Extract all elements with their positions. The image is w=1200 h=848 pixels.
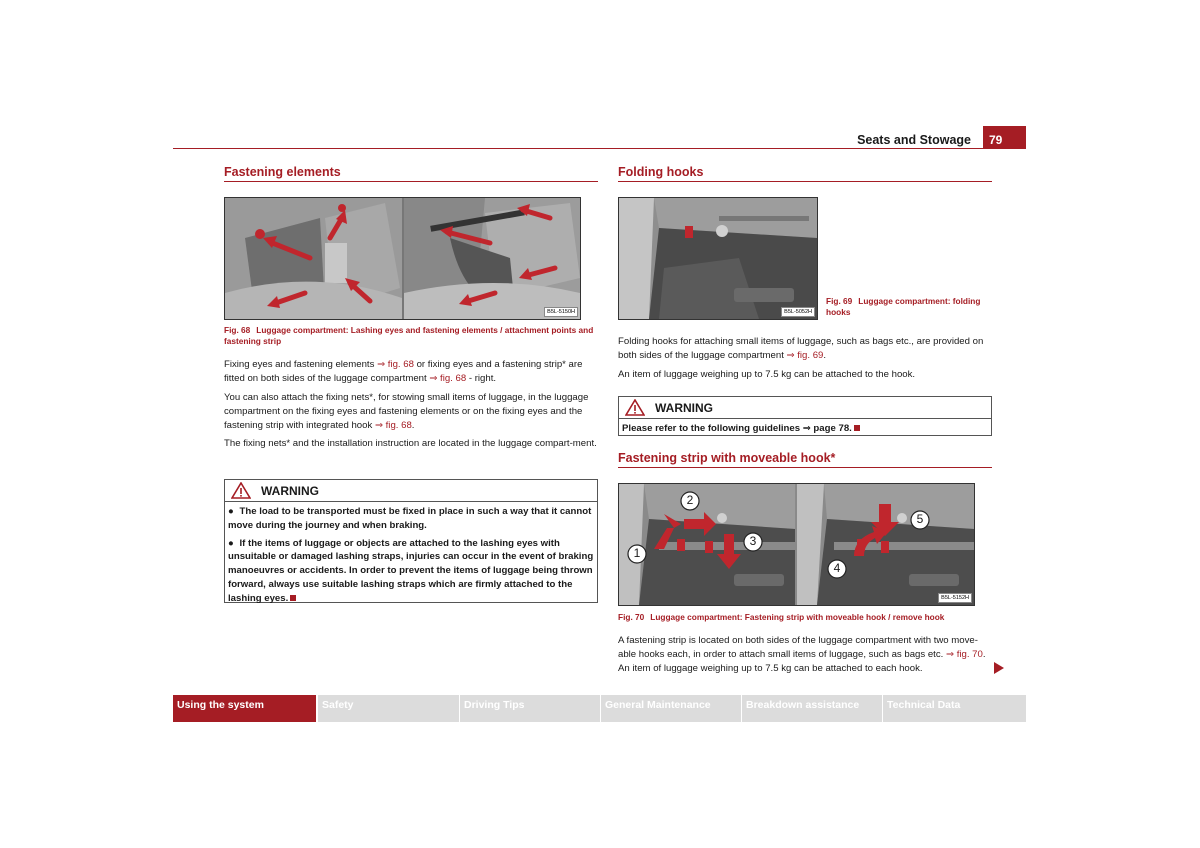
figure-70-callout-3 [743, 532, 763, 552]
nav-tab-general-maintenance[interactable]: General Maintenance [601, 695, 741, 722]
warning-title: WARNING [655, 400, 713, 415]
caption-fig-68-text: Luggage compartment: Lashing eyes and fastening elements / attachment points and fastening strip [224, 325, 594, 346]
warning-title: WARNING [261, 483, 319, 498]
figure-70 [618, 483, 975, 606]
warning-bullet [228, 505, 594, 533]
paragraph-folding-hooks [618, 335, 992, 363]
paragraph-installation: The fixing nets* and the installation instruction are located in the luggage compart-ment. [224, 438, 597, 449]
text: - right. [466, 372, 497, 384]
paragraph-fastening-strip [618, 634, 992, 675]
caption-fig-70 [618, 612, 992, 623]
page-header-title: Seats and Stowage [857, 133, 971, 147]
section-heading-folding-hooks: Folding hooks [618, 165, 992, 182]
caption-fig-70-number: Fig. 70 [618, 612, 645, 622]
continue-arrow-icon [994, 662, 1004, 674]
warning-body [619, 419, 991, 439]
warning-icon [231, 482, 251, 499]
link-fig-68[interactable]: ⇒ fig. 68 [374, 419, 412, 431]
text: You can also attach the fixing nets*, for stowing small items of luggage, in the luggage compartment on the fixing eyes and fastening elements or on the fixing eyes and the fastening strip with integrated hook [224, 392, 589, 431]
figure-70-callout-2 [680, 491, 700, 511]
text: . [411, 419, 415, 431]
figure-70-callout-4 [827, 559, 847, 579]
figure-69 [618, 197, 818, 320]
warning-icon [625, 399, 645, 416]
figure-69-code: B5L-5052H [781, 307, 815, 317]
callout-label: 5 [916, 512, 924, 526]
bullet-icon: ● [228, 537, 234, 549]
caption-fig-68-number: Fig. 68 [224, 325, 251, 335]
text: An item of luggage weighing up to 7.5 kg can be attached to each hook. [618, 662, 923, 674]
warning-box-right [618, 396, 992, 436]
text: Folding hooks for attaching small items of luggage, such as bags etc., are provided on both sides of the luggage compartment [618, 336, 984, 361]
callout-label: 4 [833, 561, 841, 575]
warning-box-left [224, 479, 598, 603]
warning-bullet [228, 537, 594, 606]
caption-fig-69-number: Fig. 69 [826, 296, 853, 306]
text: A fastening strip is located on both sides of the luggage compartment with two move-able hooks each, in order to attach small items of luggage, such as bags etc. [618, 635, 978, 660]
text: Please refer to the following guidelines [622, 423, 803, 434]
section-heading-fastening-elements: Fastening elements [224, 165, 598, 182]
header-rule [173, 148, 1026, 149]
text: If the items of luggage or objects are attached to the lashing eyes with unsuitable or damaged lashing straps, injuries can occur in the event of braking manoeuvres or accidents. In order to prevent the items of luggage being thrown forward, always use suitable lashing straps which are firmly attached to the lashing eyes. [228, 537, 594, 604]
nav-tab-using-the-system[interactable]: Using the system [173, 695, 316, 722]
figure-70-code: B5L-5152H [938, 593, 972, 603]
paragraph-fixing-eyes [224, 358, 598, 386]
text: . [982, 648, 986, 660]
nav-tab-technical-data[interactable]: Technical Data [883, 695, 1026, 722]
link-fig-68[interactable]: ⇒ fig. 68 [377, 359, 414, 370]
caption-fig-68 [224, 325, 598, 347]
text: or fixing eyes and a fastening strip* are fitted on both sides of the luggage compartment [224, 359, 583, 384]
caption-fig-70-text: Luggage compartment: Fastening strip with moveable hook / remove hook [650, 612, 945, 622]
figure-70-callout-1 [627, 544, 647, 564]
warning-header [619, 397, 991, 419]
link-fig-68[interactable]: ⇒ fig. 68 [429, 372, 467, 384]
section-heading-fastening-strip: Fastening strip with moveable hook* [618, 451, 992, 468]
caption-fig-69 [826, 296, 992, 318]
end-mark-icon [854, 425, 860, 431]
text: The load to be transported must be fixed in place in such a way that it cannot move during the journey and when braking. [228, 506, 592, 531]
link-fig-70[interactable]: ⇒ fig. 70 [945, 648, 983, 660]
nav-tab-driving-tips[interactable]: Driving Tips [460, 695, 600, 722]
end-mark-icon [290, 595, 296, 601]
nav-tab-safety[interactable]: Safety [318, 695, 459, 722]
callout-label: 2 [686, 493, 694, 507]
link-page-78[interactable]: ⇒ page 78. [802, 423, 852, 434]
callout-label: 1 [633, 546, 641, 560]
paragraph-fixing-nets [224, 391, 598, 432]
page-number: 79 [983, 126, 1026, 148]
link-fig-69[interactable]: ⇒ fig. 69 [786, 349, 824, 361]
nav-tab-breakdown-assistance[interactable]: Breakdown assistance [742, 695, 882, 722]
caption-fig-69-text: Luggage compartment: folding hooks [826, 296, 981, 317]
warning-header [225, 480, 597, 502]
figure-70-callout-5 [910, 510, 930, 530]
warning-body [225, 502, 597, 613]
callout-label: 3 [749, 534, 757, 548]
text: Fixing eyes and fastening elements [224, 359, 378, 370]
bullet-icon: ● [228, 506, 234, 517]
figure-68-code: B5L-5150H [544, 307, 578, 317]
text: . [823, 349, 827, 361]
paragraph-weight-hook: An item of luggage weighing up to 7.5 kg can be attached to the hook. [618, 369, 916, 380]
figure-68 [224, 197, 581, 320]
